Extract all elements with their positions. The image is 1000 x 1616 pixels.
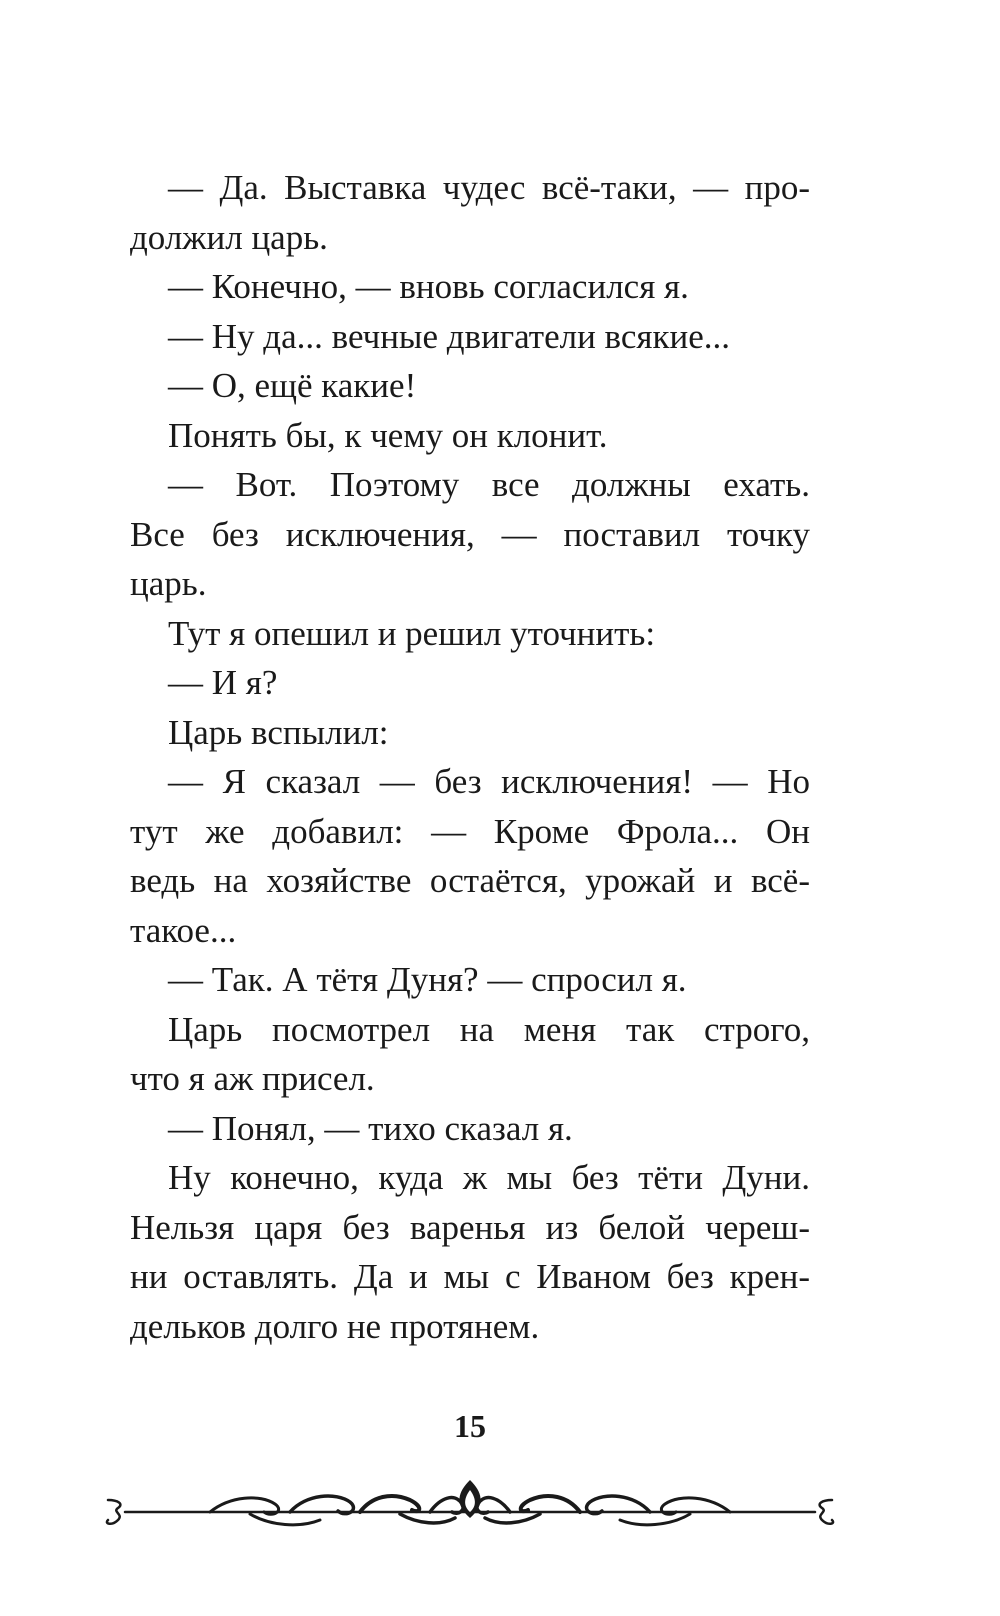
text-line: царь. [130, 564, 207, 603]
text-line: — Понял, — тихо сказал я. [168, 1108, 573, 1148]
page-number: 15 [454, 1408, 486, 1444]
text-line: Ну конечно, куда ж мы без тёти Дуни. [168, 1158, 810, 1197]
text-line: — Я сказал — без исключения! — Но [168, 762, 810, 801]
text-line: Понять бы, к чему он клонит. [168, 415, 608, 455]
text-line: — Вот. Поэтому все должны ехать. [168, 465, 810, 504]
text-line: Тут я опешил и решил уточнить: [168, 613, 656, 653]
text-line: Все без исключения, — поставил точку [130, 514, 810, 554]
text-line: тут же добавил: — Кроме Фрола... Он [130, 811, 810, 851]
page-body [130, 163, 810, 1351]
text-line: — Так. А тётя Дуня? — спросил я. [168, 960, 687, 999]
text-line: Царь вспылил: [168, 712, 389, 752]
text-line: такое... [130, 910, 237, 950]
text-line: — И я? [168, 663, 278, 702]
text-line: должил царь. [130, 217, 328, 257]
text-line: — Конечно, — вновь согласился я. [168, 267, 689, 306]
decorative-flourish-icon [0, 1470, 940, 1540]
text-line: что я аж присел. [130, 1059, 375, 1098]
text-line: — Да. Выставка чудес всё-таки, — про- [168, 168, 810, 207]
text-line: Царь посмотрел на меня так строго, [168, 1009, 810, 1049]
text-line: ведь на хозяйстве остаётся, урожай и всё- [130, 861, 810, 900]
text-line: ни оставлять. Да и мы с Иваном без крен- [130, 1257, 810, 1296]
text-line: — Ну да... вечные двигатели всякие... [168, 316, 731, 356]
text-line: Нельзя царя без варенья из белой череш- [130, 1207, 810, 1247]
text-line: дельков долго не протянем. [130, 1306, 540, 1346]
text-line: — О, ещё какие! [168, 366, 417, 405]
